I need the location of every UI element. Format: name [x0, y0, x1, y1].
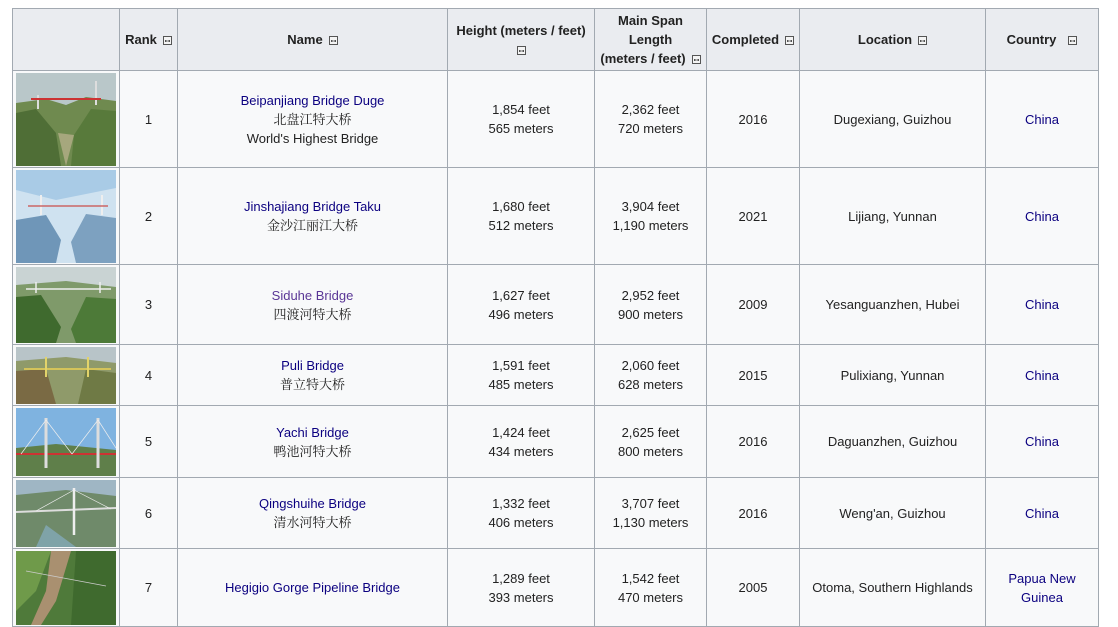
span-feet: 2,952 feet: [621, 287, 680, 303]
bridge-note: World's Highest Bridge: [246, 130, 379, 146]
country-link[interactable]: China: [1025, 505, 1059, 521]
sort-icon[interactable]: [918, 36, 927, 45]
location-cell: Otoma, Southern Highlands: [800, 549, 986, 627]
country-link[interactable]: China: [1025, 434, 1059, 449]
name-cell: [178, 478, 448, 549]
bridge-link[interactable]: Siduhe Bridge: [271, 287, 354, 303]
span-meters: 1,130 meters: [612, 515, 689, 530]
completed-cell: 2015: [707, 345, 800, 406]
bridges-table: [12, 8, 1099, 627]
table-row: [13, 345, 1099, 406]
bridge-name-chinese: 金沙江丽江大桥: [266, 218, 358, 233]
country-cell: [986, 168, 1099, 265]
height-meters: 434 meters: [488, 443, 554, 459]
image-cell: [13, 265, 120, 345]
bridge-name-chinese: 清水河特大桥: [273, 515, 352, 530]
name-cell: [178, 168, 448, 265]
span-cell: [595, 478, 707, 549]
bridge-photo-icon[interactable]: [16, 408, 116, 476]
bridge-photo-icon[interactable]: [16, 480, 116, 547]
bridge-photo-icon[interactable]: [16, 347, 116, 404]
location-cell: Weng'an, Guizhou: [800, 478, 986, 549]
image-cell: [13, 345, 120, 406]
height-meters: 393 meters: [488, 589, 554, 605]
bridge-link[interactable]: Beipanjiang Bridge Duge: [240, 92, 385, 108]
height-feet: 1,424 feet: [492, 424, 550, 440]
span-cell: [595, 345, 707, 406]
height-cell: [448, 265, 595, 345]
header-name-label: Name: [287, 32, 323, 47]
header-row: [13, 9, 1099, 71]
bridge-link[interactable]: Yachi Bridge: [276, 424, 349, 440]
span-meters: 470 meters: [617, 589, 684, 605]
bridge-name-chinese: 普立特大桥: [279, 377, 345, 392]
table-row: [13, 168, 1099, 265]
height-meters: 512 meters: [488, 218, 554, 233]
image-cell: [13, 478, 120, 549]
height-cell: [448, 406, 595, 478]
table-row: [13, 478, 1099, 549]
completed-cell: 2005: [707, 549, 800, 627]
height-feet: 1,680 feet: [492, 199, 550, 214]
header-height-label: Height (meters / feet): [456, 22, 586, 38]
bridge-photo-icon[interactable]: [16, 267, 116, 343]
country-link[interactable]: Guinea: [1021, 589, 1063, 605]
bridge-name-chinese: 北盘江特大桥: [273, 111, 352, 127]
country-cell: [986, 549, 1099, 627]
height-meters: 485 meters: [488, 377, 554, 392]
span-meters: 1,190 meters: [612, 218, 689, 233]
location-cell: Daguanzhen, Guizhou: [800, 406, 986, 478]
height-feet: 1,332 feet: [492, 496, 550, 511]
name-cell: [178, 406, 448, 478]
location-cell: Dugexiang, Guizhou: [800, 71, 986, 168]
header-span-label-2: Length: [628, 32, 673, 47]
span-feet: 2,362 feet: [621, 102, 680, 117]
sort-icon[interactable]: [329, 36, 338, 45]
height-feet: 1,591 feet: [492, 358, 550, 373]
country-cell: [986, 265, 1099, 345]
height-meters: 406 meters: [488, 515, 554, 530]
rank-cell: 5: [120, 406, 178, 478]
table-row: [13, 549, 1099, 627]
country-link[interactable]: China: [1025, 111, 1059, 127]
table-row: [13, 406, 1099, 478]
country-link[interactable]: China: [1025, 208, 1059, 224]
sort-icon[interactable]: [517, 46, 526, 55]
bridge-name-chinese: 四渡河特大桥: [273, 306, 352, 322]
sort-icon[interactable]: [163, 36, 172, 45]
table-row: [13, 71, 1099, 168]
completed-cell: 2016: [707, 478, 800, 549]
name-cell: [178, 345, 448, 406]
image-cell: [13, 168, 120, 265]
header-span-label-1: Main Span: [617, 13, 683, 28]
height-cell: [448, 168, 595, 265]
image-cell: [13, 406, 120, 478]
rank-cell: 3: [120, 265, 178, 345]
height-cell: [448, 478, 595, 549]
span-feet: 3,904 feet: [621, 199, 680, 214]
header-main-span[interactable]: [595, 9, 707, 71]
bridge-photo-icon[interactable]: [16, 170, 116, 263]
height-cell: [448, 549, 595, 627]
image-cell: [13, 549, 120, 627]
country-cell: [986, 71, 1099, 168]
completed-cell: 2016: [707, 406, 800, 478]
header-country[interactable]: [986, 9, 1099, 71]
height-cell: [448, 71, 595, 168]
country-link[interactable]: China: [1025, 297, 1059, 312]
gorge-photo-icon[interactable]: [16, 551, 116, 625]
completed-cell: 2009: [707, 265, 800, 345]
span-feet: 1,542 feet: [621, 570, 680, 586]
sort-icon[interactable]: [785, 36, 794, 45]
header-rank[interactable]: [120, 9, 178, 71]
country-link[interactable]: Papua New: [1008, 570, 1076, 586]
name-cell: [178, 549, 448, 627]
header-name[interactable]: [178, 9, 448, 71]
span-feet: 2,625 feet: [621, 424, 680, 440]
span-cell: [595, 265, 707, 345]
span-meters: 900 meters: [617, 306, 684, 322]
span-cell: [595, 549, 707, 627]
header-location-label: Location: [857, 32, 913, 47]
header-span-label-3: (meters / feet): [600, 51, 686, 66]
name-cell: [178, 265, 448, 345]
header-completed-label: Completed: [711, 32, 780, 47]
location-cell: Yesanguanzhen, Hubei: [800, 265, 986, 345]
bridge-photo-icon[interactable]: [16, 73, 116, 166]
rank-cell: 1: [120, 71, 178, 168]
sort-icon[interactable]: [1068, 36, 1077, 45]
span-feet: 3,707 feet: [621, 496, 680, 511]
header-location[interactable]: [800, 9, 986, 71]
span-cell: [595, 71, 707, 168]
rank-cell: 6: [120, 478, 178, 549]
bridge-name-chinese: 鸭池河特大桥: [273, 443, 352, 459]
span-meters: 800 meters: [617, 443, 684, 459]
table-row: [13, 265, 1099, 345]
completed-cell: 2021: [707, 168, 800, 265]
header-country-label: Country: [1006, 32, 1057, 47]
height-cell: [448, 345, 595, 406]
country-cell: [986, 406, 1099, 478]
span-meters: 720 meters: [617, 121, 684, 136]
bridge-link[interactable]: Qingshuihe Bridge: [259, 496, 366, 511]
header-image: [13, 9, 120, 71]
header-height[interactable]: [448, 9, 595, 71]
location-cell: Lijiang, Yunnan: [800, 168, 986, 265]
location-cell: Pulixiang, Yunnan: [800, 345, 986, 406]
country-cell: [986, 345, 1099, 406]
country-cell: [986, 478, 1099, 549]
rank-cell: 7: [120, 549, 178, 627]
span-cell: [595, 168, 707, 265]
rank-cell: 2: [120, 168, 178, 265]
height-feet: 1,854 feet: [492, 102, 550, 117]
sort-icon[interactable]: [692, 55, 701, 64]
height-meters: 496 meters: [488, 306, 554, 322]
name-cell: [178, 71, 448, 168]
country-link[interactable]: China: [1025, 367, 1059, 383]
header-rank-label: Rank: [125, 32, 157, 47]
height-feet: 1,289 feet: [492, 570, 550, 586]
image-cell: [13, 71, 120, 168]
bridge-link[interactable]: Jinshajiang Bridge Taku: [243, 199, 382, 214]
span-cell: [595, 406, 707, 478]
bridge-link[interactable]: Puli Bridge: [281, 358, 344, 373]
span-feet: 2,060 feet: [621, 358, 680, 373]
rank-cell: 4: [120, 345, 178, 406]
header-completed[interactable]: [707, 9, 800, 71]
height-meters: 565 meters: [488, 121, 554, 136]
completed-cell: 2016: [707, 71, 800, 168]
span-meters: 628 meters: [617, 377, 684, 392]
bridge-link[interactable]: Hegigio Gorge Pipeline Bridge: [225, 580, 400, 595]
height-feet: 1,627 feet: [492, 287, 550, 303]
